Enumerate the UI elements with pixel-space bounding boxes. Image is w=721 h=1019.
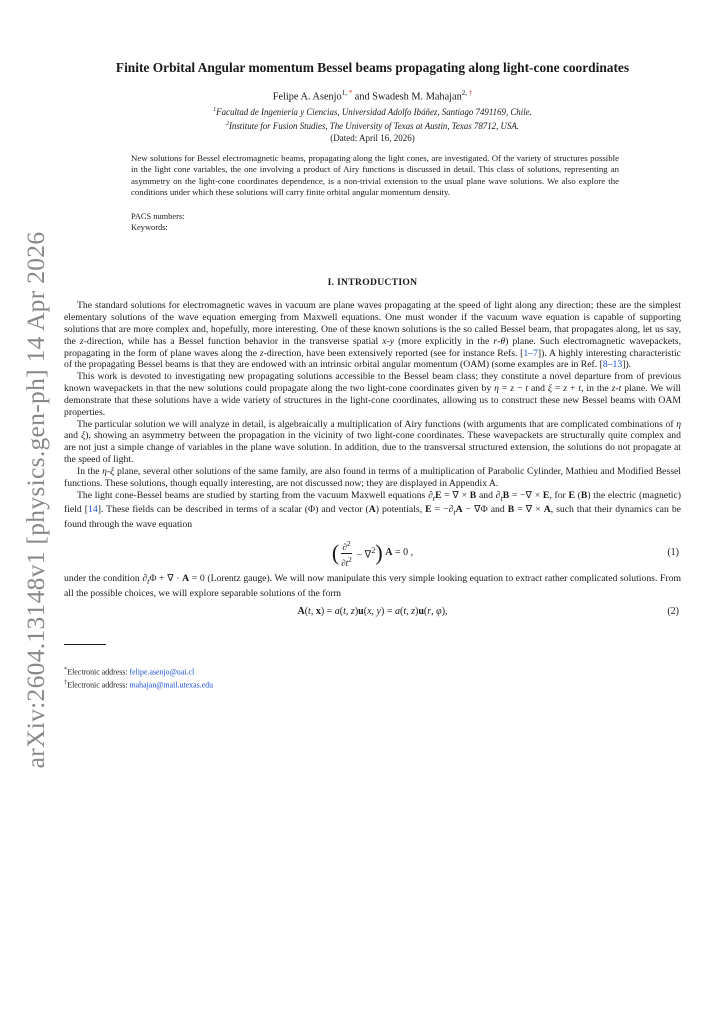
email-link-1[interactable]: felipe.asenjo@uai.cl [129, 667, 195, 677]
pacs-keywords [131, 212, 681, 233]
footnotes [64, 665, 681, 691]
affiliation-2: $^2$Institute for Fusion Studies, The University of Texas at Austin, Texas 78712, USA. [225, 120, 520, 131]
equation-number: (1) [667, 547, 679, 559]
arxiv-stamp [16, 231, 56, 769]
email-link-2[interactable]: mahajan@mail.utexas.edu [129, 680, 214, 690]
author-2: Swadesh M. Mahajan [372, 91, 462, 103]
abstract: New solutions for Bessel electromagnetic beams, propagating along the light cones, are investigated. Of the variety of structures possible in the light cone variables, the one involving a product of Airy functions is discussed in detail. This class of solutions, representing an asymmetry on the light-cone coordinates dependence, is a non-trivial extension to the usual plane wave solutions. We also explore the conditions under which these solutions will carry finite orbital angular momentum density. [131, 153, 619, 198]
paper-page [64, 60, 681, 690]
affiliations [64, 105, 681, 132]
author-2-mark: 2, † [461, 89, 473, 97]
paragraph: The particular solution we will analyze in detail, is algebraically a multiplication of Airy functions (with arguments that are complicated combinations of η and ξ), showing an asymmetry between the propagation in the vicinity of two light-cone coordinates. These wavepackets are structurally quite complex and are not just a simple change of variables in the plane wave solution. In addition, due to the transversal structured extension, the solutions do not propagate at the speed of light. [64, 418, 681, 466]
footnote-divider [64, 644, 106, 645]
body-text [64, 300, 681, 620]
author-1-mark: 1, * [341, 89, 353, 97]
paragraph: The standard solutions for electromagnetic waves in vacuum are plane waves propagating at the speed of light along any direction; these are the simplest elementary solutions of the wave equation emerging from Maxwell equations. One must wonder if the vacuum wave equation is capable of supporting solutions that are more complex and, hopefully, more interesting. One of these known solutions is the so called Bessel beam, that propagates along, let us say, the z-direction, while has a Bessel function behavior in the transverse spatial x-y (more explicitly in the r-θ) plane. Such electromagnetic wavepackets, propagating in the form of plane waves along the z-direction, have been extensively reported (see for instance Refs. [1–7]). A highly interesting characteristic of the propagating Bessel beams is that they are endowed with an intrinsic orbital angular momentum (OAM) (some examples are in Ref. [8–13]). [64, 300, 681, 371]
paragraph: This work is devoted to investigating new propagating solutions accessible to the Bessel beam class; they constitute a novel departure from of previous known wavepackets in that the new solutions could propagate along the two light-cone coordinates given by η = z − t and ξ = z + t, in the z-t plane. We will demonstrate that these solutions have a wide variety of structures in the light-cone coordinates, allowing us to construct these new Bessel beams with OAM properties. [64, 371, 681, 418]
equation-2: A(t, x) = a(t, z)u(x, y) = a(t, z)u(r, φ), (2) [64, 604, 681, 620]
author-1: Felipe A. Asenjo [272, 91, 342, 103]
citation-link[interactable]: 1–7 [523, 347, 538, 359]
citation-link[interactable]: 14 [88, 504, 98, 516]
arxiv-stamp-text: arXiv:2604.13148v1 [physics.gen-ph] 14 Apr 2026 [21, 231, 50, 769]
citation-link[interactable]: 8–13 [602, 359, 623, 371]
affiliation-1: $^1$Facultad de Ingeniería y Ciencias, Universidad Adolfo Ibáñez, Santiago 7491169, Chile. [213, 107, 532, 118]
paragraph: In the η-ξ plane, several other solutions of the same family, are also found in terms of a multiplication of Parabolic Cylinder, Mathieu and Modified Bessel functions. These solutions, though equally interesting, are not discussed now; they are displayed in Appendix A. [64, 465, 681, 489]
date-line: (Dated: April 16, 2026) [330, 133, 415, 144]
equation-number: (2) [667, 605, 679, 617]
paper-title: Finite Orbital Angular momentum Bessel beams propagating along light-cone coordinates [115, 60, 630, 75]
keywords-label: Keywords: [131, 222, 168, 232]
footnote-1: *Electronic address: felipe.asenjo@uai.cl [64, 665, 195, 677]
section-heading: I. INTRODUCTION [327, 277, 418, 289]
pacs-label: PACS numbers: [131, 212, 185, 222]
footnote-2: †Electronic address: mahajan@mail.utexas.edu [64, 678, 214, 690]
paragraph: The light cone-Bessel beams are studied by starting from the vacuum Maxwell equations $\partial_tE$ = ∇ × B and $\partial_tB$ = −∇ × E, for E (B) the electric (magnetic) field [14]. These fields can be described in terms of a scalar (Φ) and vector (A) potentials, $E = -\partial_tA - \nabla\Phi$ and B = ∇ × A, such that their dynamics can be found through the wave equation [64, 489, 681, 531]
equation-1: ( $\frac{\partial^2}{\partial t^2}$ − ∇$^2$ ) A = 0 , (1) [331, 538, 679, 568]
author-line [64, 89, 681, 102]
paragraph: under the condition $\partial_t\Phi$ + ∇ · A = 0 (Lorentz gauge). We will now manipulate this very simple looking equation to extract rather complicated solutions. From all the possible choices, we will explore separable solutions of the form [64, 573, 681, 599]
author-conjunction: and [352, 91, 373, 103]
